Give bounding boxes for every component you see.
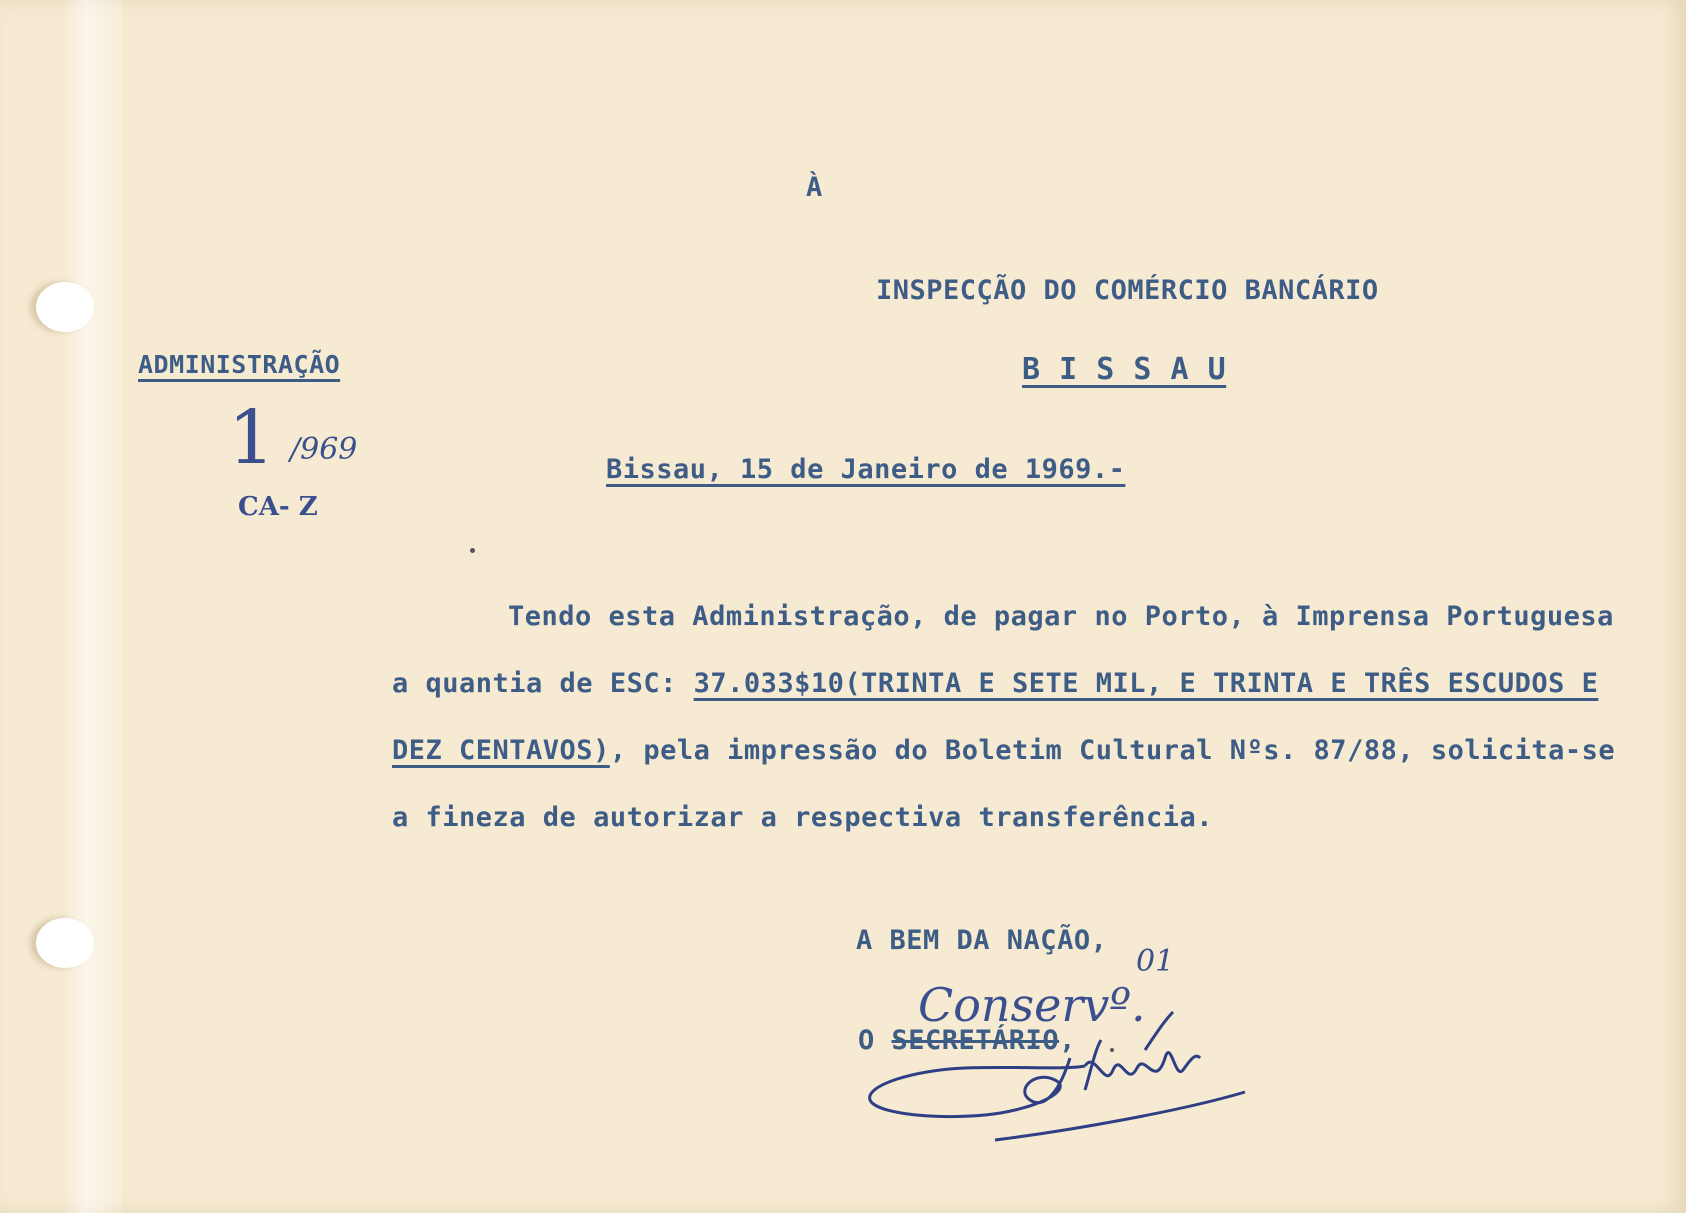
body-line-2-prefix: a quantia de ESC: — [392, 668, 694, 699]
amount-text-continued: DEZ CENTAVOS) — [392, 735, 610, 766]
struck-title: SECRETÁRIO — [891, 1025, 1060, 1056]
handwritten-mark: 01 — [1136, 944, 1175, 979]
date-line: Bissau, 15 de Janeiro de 1969.- — [606, 454, 1126, 485]
reference-number: 1 — [228, 395, 276, 481]
body-line-2 — [392, 668, 1598, 699]
body-line-1: Tendo esta Administração, de pagar no Porto, à Imprensa Portuguesa — [508, 601, 1614, 632]
punch-hole-bottom — [36, 918, 94, 968]
ink-speck — [470, 548, 475, 553]
closing-salutation: A BEM DA NAÇÃO, — [856, 925, 1108, 956]
signature — [855, 940, 1275, 1170]
signature-stroke — [1085, 1053, 1200, 1076]
ink-speck — [1110, 1048, 1114, 1052]
title-prefix: O — [858, 1025, 892, 1056]
binding-strip — [62, 0, 122, 1213]
body-line-3-rest: , pela impressão do Boletim Cultural Nºs. 87/88, solicita-se — [609, 735, 1616, 766]
signature-stroke — [870, 1058, 1085, 1117]
office-heading: ADMINISTRAÇÃO — [138, 350, 341, 379]
signature-stroke — [1145, 1012, 1173, 1050]
handwritten-title: Conservº. — [918, 978, 1146, 1032]
city-heading: B I S S A U — [1022, 352, 1227, 387]
addressee-prefix: À — [806, 172, 823, 203]
addressee: INSPECÇÃO DO COMÉRCIO BANCÁRIO — [876, 275, 1379, 306]
title-suffix: , — [1059, 1025, 1076, 1056]
reference-code: CA- Z — [238, 492, 318, 522]
body-line-3 — [392, 735, 1615, 766]
reference-year: /969 — [290, 432, 358, 467]
signature-stroke — [995, 1092, 1245, 1140]
body-line-4: a fineza de autorizar a respectiva transferência. — [392, 802, 1214, 833]
punch-hole-top — [36, 282, 94, 332]
amount-text: 37.033$10(TRINTA E SETE MIL, E TRINTA E TRÊS ESCUDOS E — [693, 668, 1599, 699]
